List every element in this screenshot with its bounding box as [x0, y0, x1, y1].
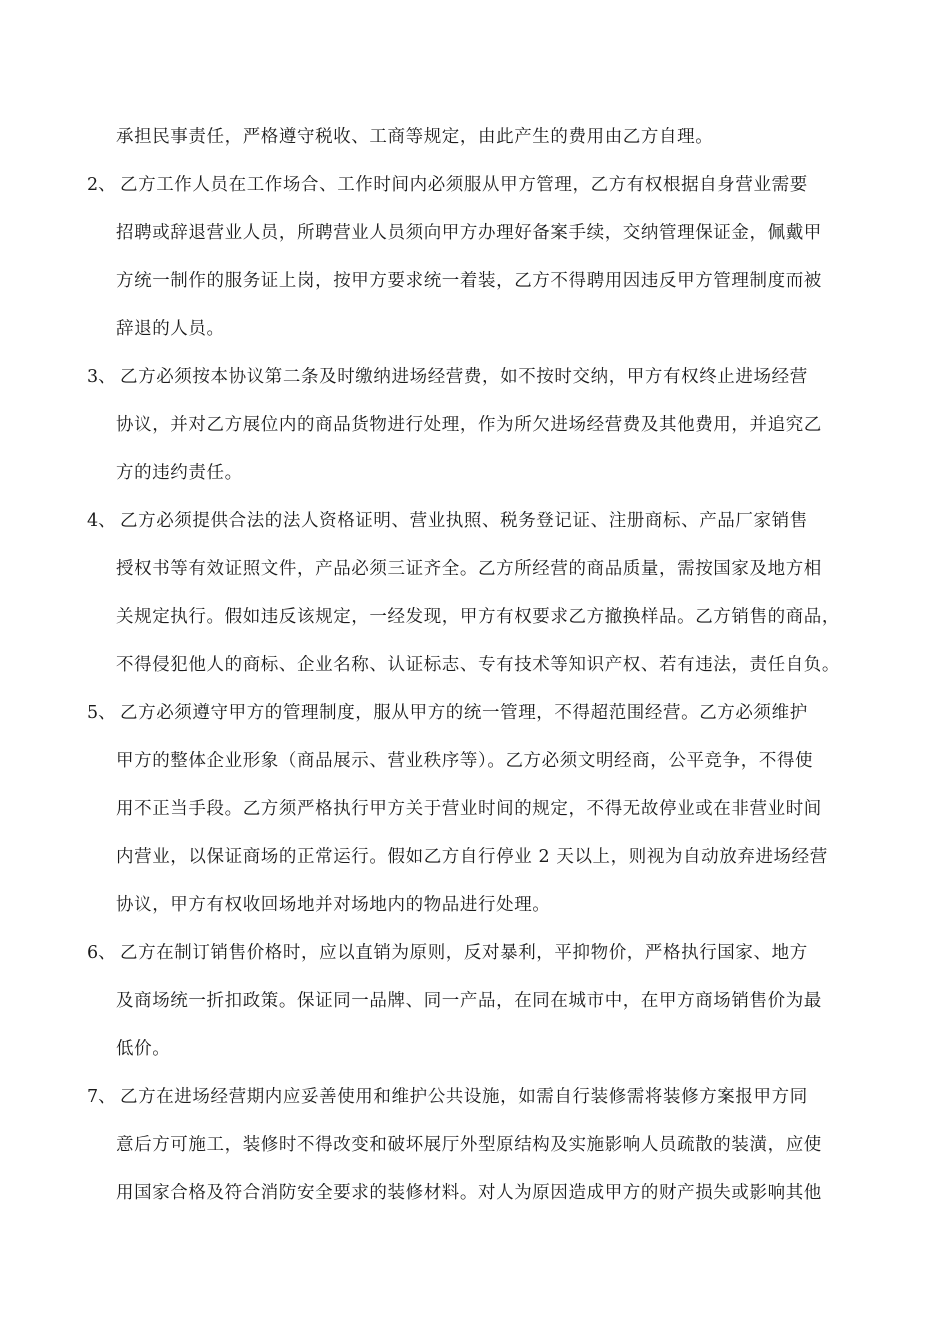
clause-6-number: 6、 [87, 943, 116, 963]
clause-7-line-1: 乙方在进场经营期内应妥善使用和维护公共设施，如需自行装修需将装修方案报甲方同 [120, 1087, 808, 1107]
clause-4-line-4: 不得侵犯他人的商标、企业名称、认证标志、专有技术等知识产权、若有违法，责任自负。 [116, 655, 840, 675]
clause-5-number: 5、 [87, 703, 116, 723]
clause-3-number: 3、 [87, 367, 116, 387]
clause-3-line-3: 方的违约责任。 [116, 463, 243, 483]
clause-7-line-3: 用国家合格及符合消防安全要求的装修材料。对人为原因造成甲方的财产损失或影响其他 [116, 1183, 822, 1203]
clause-7-line-2: 意后方可施工，装修时不得改变和破坏展厅外型原结构及实施影响人员疏散的装潢，应使 [116, 1135, 822, 1155]
continuation-line: 承担民事责任，严格遵守税收、工商等规定，由此产生的费用由乙方自理。 [116, 127, 714, 147]
clause-7-number: 7、 [87, 1087, 116, 1107]
clause-4-line-1: 乙方必须提供合法的法人资格证明、营业执照、税务登记证、注册商标、产品厂家销售 [120, 511, 808, 531]
clause-4-line-2: 授权书等有效证照文件，产品必须三证齐全。乙方所经营的商品质量，需按国家及地方相 [116, 559, 822, 579]
clause-5-line-1: 乙方必须遵守甲方的管理制度，服从甲方的统一管理，不得超范围经营。乙方必须维护 [120, 703, 808, 723]
clause-6-line-2: 及商场统一折扣政策。保证同一品牌、同一产品，在同在城市中，在甲方商场销售价为最 [116, 991, 822, 1011]
clause-3-line-2: 协议，并对乙方展位内的商品货物进行处理，作为所欠进场经营费及其他费用，并追究乙 [116, 415, 822, 435]
clause-5-line-5: 协议，甲方有权收回场地并对场地内的物品进行处理。 [116, 895, 551, 915]
clause-2-number: 2、 [87, 175, 116, 195]
clause-5-line-3: 用不正当手段。乙方须严格执行甲方关于营业时间的规定，不得无故停业或在非营业时间 [116, 799, 822, 819]
clause-2-line-4: 辞退的人员。 [116, 319, 225, 339]
clause-3-line-1: 乙方必须按本协议第二条及时缴纳进场经营费，如不按时交纳，甲方有权终止进场经营 [120, 367, 808, 387]
clause-5-line-2: 甲方的整体企业形象（商品展示、营业秩序等）。乙方必须文明经商，公平竞争，不得使 [116, 751, 814, 771]
clause-5-line-4: 内营业，以保证商场的正常运行。假如乙方自行停业 2 天以上，则视为自动放弃进场经营 [116, 847, 828, 867]
clause-2-line-2: 招聘或辞退营业人员，所聘营业人员须向甲方办理好备案手续，交纳管理保证金，佩戴甲 [116, 223, 822, 243]
clause-6-line-1: 乙方在制订销售价格时，应以直销为原则，反对暴利，平抑物价，严格执行国家、地方 [120, 943, 808, 963]
clause-6-line-3: 低价。 [116, 1039, 171, 1059]
clause-2-line-3: 方统一制作的服务证上岗，按甲方要求统一着装，乙方不得聘用因违反甲方管理制度而被 [116, 271, 822, 291]
clause-4-line-3: 关规定执行。假如违反该规定，一经发现，甲方有权要求乙方撤换样品。乙方销售的商品， [116, 607, 840, 627]
clause-2-line-1: 乙方工作人员在工作场合、工作时间内必须服从甲方管理，乙方有权根据自身营业需要 [120, 175, 808, 195]
clause-4-number: 4、 [87, 511, 116, 531]
